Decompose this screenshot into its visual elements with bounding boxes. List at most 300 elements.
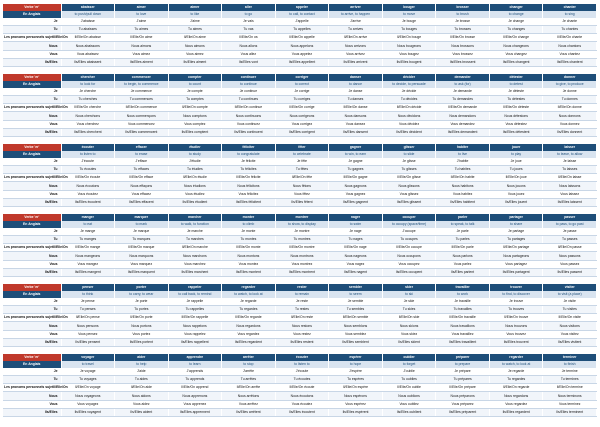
conjugated-form: Vous apprenez [168,400,222,408]
verb-infinitive: corriger [275,74,329,81]
pronoun-text: Nous [49,113,58,118]
conjugated-form: Je bouge [382,18,436,26]
conjugated-form: Il/Elle/On voyage [61,384,115,392]
conjugated-form: Nous appelons [275,42,329,50]
pronoun-label [3,244,68,252]
conjugated-form: Vous dansez [329,120,383,128]
pronoun-row [3,198,597,206]
verb-infinitive: jouer [489,144,543,151]
side-label: Les pronoms personnels sujet [4,385,54,390]
conjugated-form: Tu demandes [436,96,490,104]
english-translation: to swim [329,221,383,228]
verb-infinitive: trouver [489,284,543,291]
conjugated-form: Je demande [436,88,490,96]
verb-infinitive: décider [382,74,436,81]
pronoun-text: Vous [49,121,58,126]
english-translation: to think [61,291,115,298]
conjugated-form: Tu félicites [222,166,276,174]
conjugated-form: J'abaisse [61,18,115,26]
conjugated-form: Vous restez [275,330,329,338]
conjugated-form: Nous commençons [115,112,169,120]
conjugated-form: Nous aidons [115,392,169,400]
conjugated-form: Il/Elle/On efface [115,174,169,182]
pronoun-text: Je [53,159,58,164]
conjugated-form: Nous changeons [489,42,543,50]
conjugated-form: Tu corriges [275,96,329,104]
pronoun-label [3,174,68,182]
conjugated-form: Ils/Elles espèrent [329,408,383,416]
conjugated-form: Tu donnes [543,96,597,104]
conjugated-form: Vous laissez [543,190,597,198]
conjugated-form: Vous habitez [436,190,490,198]
conjugated-form: Il/Elle/On skie [382,314,436,322]
conjugated-form: Je regarde [489,368,543,376]
conjugated-form: J'efface [115,158,169,166]
conjugated-form: Nous rappelons [168,322,222,330]
conjugated-form: Ils/Elles gagnent [329,198,383,206]
conjugated-form: Je rappelle [168,298,222,306]
conjugated-form: Nous cherchons [61,112,115,120]
conjugated-form: Il/Elle/On passe [543,244,597,252]
conjugated-form: Nous arrivons [329,42,383,50]
conjugated-form: Je décide [382,88,436,96]
verb-infinitive: arrêter [222,354,276,361]
conjugated-form: Tu occupes [382,236,436,244]
conjugated-form: Tu effaces [115,166,169,174]
verb-infinitive: aimer [168,4,222,11]
conjugated-form: Ils/Elles continuent [222,128,276,136]
english-translation: to walk, to function [168,221,222,228]
conjugated-form: Tu parles [436,236,490,244]
conjugated-form: Tu détestes [489,96,543,104]
conjugated-form: Tu habites [436,166,490,174]
english-translation: to listen to [275,361,329,368]
conjugated-form: Ils/Elles occupent [382,268,436,276]
conjugated-form: Il/Elle/On va [222,34,276,42]
english-translation: to learn [168,361,222,368]
pronoun-row [3,252,597,260]
conjugated-form: Je gagne [329,158,383,166]
conjugated-form: Il/Elle/On cherche [61,104,115,112]
english-translation: to climb [222,221,276,228]
conjugated-form: Vous parlez [436,260,490,268]
conjugated-form: Tu abaisses [61,26,115,34]
verb-block-2 [3,74,597,137]
pronoun-text: Il/Elle/On [53,385,68,390]
conjugated-form: Ils/Elles marchent [168,268,222,276]
conjugated-form: Tu sembles [329,306,383,314]
english-translation: to correct [275,81,329,88]
pronoun-text: Tu [53,377,58,382]
pronoun-text: Tu [53,167,58,172]
conjugated-form: Nous passons [543,252,597,260]
conjugated-form: Vous demandez [436,120,490,128]
conjugated-form: Ils/Elles apprennent [168,408,222,416]
pronoun-row [3,400,597,408]
conjugated-form: Vous marquez [115,260,169,268]
verb-infinitive: manger [61,214,115,221]
verb-group-label: Verbe 'er' [3,74,61,81]
pronoun-label [3,50,61,58]
conjugated-form: Je fête [275,158,329,166]
conjugated-form: Vous étudiez [168,190,222,198]
verb-infinitive: bouger [382,4,436,11]
conjugated-form: Ils/Elles chantent [543,58,597,66]
verb-infinitive: préparer [436,354,490,361]
verb-infinitive: écouter [61,144,115,151]
conjugated-form: Tu penses [61,306,115,314]
conjugated-form: Nous montrons [275,252,329,260]
conjugated-form: Nous gagnons [329,182,383,190]
conjugated-form: Tu marques [115,236,169,244]
side-label: Les pronoms personnels sujet [4,175,54,180]
verb-infinitive: rester [275,284,329,291]
verb-header-row [3,354,597,361]
pronoun-label [3,18,61,26]
conjugated-form: Il/Elle/On compte [168,104,222,112]
pronoun-row [3,104,597,112]
pronoun-row [3,268,597,276]
conjugated-form: Tu espères [329,376,383,384]
conjugated-form: Tu regardes [222,306,276,314]
conjugated-form: J'oublie [382,368,436,376]
verb-block-4 [3,214,597,277]
conjugated-form: Il/Elle/On regarde [222,314,276,322]
conjugated-form: Il/Elle/On marche [168,244,222,252]
conjugated-form: J'occupe [382,228,436,236]
conjugated-form: Tu chantes [543,26,597,34]
verb-infinitive: arriver [329,4,383,11]
english-row [3,291,597,298]
pronoun-label [3,166,61,174]
english-translation: to change [489,11,543,18]
conjugated-form: Ils/Elles habitent [436,198,490,206]
conjugated-form: Ils/Elles écoutent [275,408,329,416]
conjugated-form: J'écoute [275,368,329,376]
conjugated-form: Ils/Elles dansent [329,128,383,136]
conjugated-form: Nous habitons [436,182,490,190]
verb-infinitive: féliciter [222,144,276,151]
pronoun-label [3,306,61,314]
pronoun-text: Vous [49,191,58,196]
conjugated-form: Ils/Elles fêtent [275,198,329,206]
pronoun-row [3,58,597,66]
pronoun-text: Vous [49,261,58,266]
conjugated-form: Il/Elle/On nage [329,244,383,252]
conjugated-form: Tu passes [543,236,597,244]
pronoun-row [3,120,597,128]
pronoun-text: Nous [49,393,58,398]
conjugated-form: Vous jouez [489,190,543,198]
conjugated-form: Vous terminez [543,400,597,408]
conjugated-form: Vous comptez [168,120,222,128]
verb-block-3 [3,144,597,207]
conjugated-form: Tu comptes [168,96,222,104]
conjugated-form: Tu changes [489,26,543,34]
conjugated-form: Il/Elle/On donne [543,104,597,112]
conjugated-form: Ils/Elles oublient [382,408,436,416]
english-translation: to brush [436,11,490,18]
conjugated-form: Nous fêtons [275,182,329,190]
conjugated-form: Il/Elle/On gagne [329,174,383,182]
verb-group-label: Verbe 'er' [3,144,61,151]
conjugated-form: Ils/Elles préparent [436,408,490,416]
conjugated-form: Nous arrêtons [222,392,276,400]
conjugated-form: Tu trouves [489,306,543,314]
english-translation: to dance [329,81,383,88]
conjugated-form: Je brosse [436,18,490,26]
conjugated-form: Ils/Elles vont [222,58,276,66]
conjugated-form: Tu rappelles [168,306,222,314]
conjugated-form: J'écoute [61,158,115,166]
conjugated-form: Nous visitons [543,322,597,330]
conjugated-form: Vous bougez [382,50,436,58]
conjugated-form: Vous décidez [382,120,436,128]
pronoun-label [3,298,61,306]
conjugated-form: Il/Elle/On continue [222,104,276,112]
conjugated-form: Tu joues [489,166,543,174]
conjugated-form: Ils/Elles passent [543,268,597,276]
english-translation: to work [436,291,490,298]
conjugated-form: Nous écoutons [61,182,115,190]
pronoun-label [3,236,61,244]
conjugated-form: Ils/Elles portent [115,338,169,346]
conjugated-form: Tu skies [382,306,436,314]
conjugated-form: Tu aimes [168,26,222,34]
verb-infinitive: glisser [382,144,436,151]
conjugated-form: Il/Elle/On chante [543,34,597,42]
verb-infinitive: appeler [275,4,329,11]
pronoun-label [3,88,61,96]
english-translation: to call, to contact [275,11,329,18]
conjugated-form: Il/Elle/On marque [115,244,169,252]
pronoun-label [3,198,61,206]
pronoun-label [3,252,61,260]
conjugated-form: Nous demandons [436,112,490,120]
verb-infinitive: marcher [168,214,222,221]
conjugated-form: Tu travailles [436,306,490,314]
pronoun-label [3,120,61,128]
conjugated-form: Tu termines [543,376,597,384]
pronoun-row [3,228,597,236]
conjugated-form: Nous chantons [543,42,597,50]
conjugated-form: Tu oublies [382,376,436,384]
conjugated-form: Je porte [115,298,169,306]
conjugated-form: J'aime [115,18,169,26]
english-translation: to live [436,151,490,158]
conjugated-form: Vous cherchez [61,120,115,128]
conjugated-form: Il/Elle/On visite [543,314,597,322]
conjugated-form: Il/Elle/On trouve [489,314,543,322]
verb-infinitive: parler [436,214,490,221]
conjugated-form: Nous portons [115,322,169,330]
english-translation: to pass, to go past [543,221,597,228]
verb-infinitive: habiter [436,144,490,151]
conjugated-form: Il/Elle/On brosse [436,34,490,42]
pronoun-row [3,384,597,392]
conjugated-form: Il/Elle/On occupe [382,244,436,252]
conjugated-form: Je travaille [436,298,490,306]
english-translation: to celebrate [275,151,329,158]
conjugated-form: Ils/Elles glissent [382,198,436,206]
pronoun-label [3,330,61,338]
pronoun-label [3,96,61,104]
conjugated-form: Il/Elle/On mange [61,244,115,252]
pronoun-row [3,338,597,346]
pronoun-text: Tu [53,97,58,102]
verb-infinitive: regarder [489,354,543,361]
conjugated-form: Nous espérons [329,392,383,400]
english-translation: to congratulate [222,151,276,158]
english-translation: to go [222,11,276,18]
english-translation: to move [382,11,436,18]
conjugated-form: Nous abaissons [61,42,115,50]
english-translation: to visit (a place) [543,291,597,298]
conjugated-form: Vous aimez [115,50,169,58]
conjugated-form: Il/Elle/On déteste [489,104,543,112]
english-translation: to decide, to persuade [382,81,436,88]
conjugated-form: Il/Elle/On joue [489,174,543,182]
conjugated-form: Vous rappelez [168,330,222,338]
conjugated-form: Je montre [275,228,329,236]
verb-infinitive: penser [61,284,115,291]
verb-infinitive: demander [436,74,490,81]
conjugated-form: Vous préparez [436,400,490,408]
conjugated-form: Nous trouvons [489,322,543,330]
english-translation: to count [168,81,222,88]
verb-block-1 [3,4,597,67]
verb-header-row [3,74,597,81]
conjugated-form: Il/Elle/On pense [61,314,115,322]
conjugated-form: Nous apprenons [168,392,222,400]
conjugated-form: Il/Elle/On porte [115,314,169,322]
conjugated-form: Ils/Elles écoutent [61,198,115,206]
conjugated-form: Nous brossons [436,42,490,50]
english-label: En Anglais [3,221,61,228]
verb-group-label: Verbe 'er' [3,284,61,291]
conjugated-form: Je nage [329,228,383,236]
conjugated-form: Vous semblez [329,330,383,338]
pronoun-text: Tu [53,237,58,242]
conjugated-form: Je continue [222,88,276,96]
english-row [3,361,597,368]
conjugated-form: Il/Elle/On regarde [489,384,543,392]
conjugated-form: Il/Elle/On écoute [61,174,115,182]
conjugated-form: Ils/Elles jouent [489,198,543,206]
conjugated-form: Tu écoutes [275,376,329,384]
verb-infinitive: écouter [275,354,329,361]
conjugated-form: Ils/Elles montent [222,268,276,276]
conjugated-form: Nous continuons [222,112,276,120]
verb-infinitive: abaisser [61,4,115,11]
conjugated-form: Je laisse [543,158,597,166]
conjugated-form: Vous détestez [489,120,543,128]
english-translation: to slide [382,151,436,158]
conjugated-form: Je donne [543,88,597,96]
conjugated-form: J'étudie [168,158,222,166]
english-translation: to call back, to remind [168,291,222,298]
conjugated-form: Ils/Elles arrivent [329,58,383,66]
verb-infinitive: compter [168,74,222,81]
conjugated-form: Vous chantez [543,50,597,58]
verb-group-label: Verbe 'er' [3,214,61,221]
conjugated-form: Vous portez [115,330,169,338]
conjugated-form: Vous travaillez [436,330,490,338]
conjugated-form: J'aime [168,18,222,26]
verb-infinitive: changer [489,4,543,11]
conjugated-form: Tu nages [329,236,383,244]
conjugated-form: Tu montres [275,236,329,244]
english-translation: to watch, to look at [489,361,543,368]
pronoun-label [3,368,61,376]
conjugated-form: Ils/Elles laissent [543,198,597,206]
english-translation: to mark [115,221,169,228]
conjugated-form: Je joue [489,158,543,166]
pronoun-label [3,408,61,416]
conjugated-form: Ils/Elles regardent [222,338,276,346]
verb-infinitive: détester [489,74,543,81]
conjugated-form: Ils/Elles demandent [436,128,490,136]
verb-infinitive: danser [329,74,383,81]
english-translation: to ski [382,291,436,298]
conjugated-form: Tu restes [275,306,329,314]
conjugated-form: Je déteste [489,88,543,96]
conjugated-form: Tu étudies [168,166,222,174]
conjugated-form: Nous montons [222,252,276,260]
pronoun-text: Nous [49,183,58,188]
conjugated-form: J'appelle [275,18,329,26]
conjugated-form: Tu apprends [168,376,222,384]
conjugated-form: Vous arrêtez [222,400,276,408]
conjugated-form: Ils/Elles aiment [115,58,169,66]
pronoun-row [3,376,597,384]
conjugated-form: Tu brosses [436,26,490,34]
conjugated-form: Nous parlons [436,252,490,260]
conjugated-form: Ils/Elles bougent [382,58,436,66]
pronoun-text: Je [53,299,58,304]
conjugated-form: Il/Elle/On corrige [275,104,329,112]
conjugated-form: Vous glissez [382,190,436,198]
verb-infinitive: nager [329,214,383,221]
conjugated-form: Vous félicitez [222,190,276,198]
pronoun-text: Vous [49,401,58,406]
conjugated-form: Nous marquons [115,252,169,260]
conjugated-form: Je semble [329,298,383,306]
conjugated-form: Il/Elle/On commence [115,104,169,112]
english-translation: to eat [61,221,115,228]
side-label: Les pronoms personnels sujet [4,105,54,110]
conjugated-form: Vous arrivez [329,50,383,58]
english-translation: to forget [382,361,436,368]
conjugated-form: Nous décidons [382,112,436,120]
pronoun-row [3,158,597,166]
conjugated-form: Tu aimes [115,26,169,34]
conjugated-form: Il/Elle/On écoute [275,384,329,392]
pronoun-label [3,384,68,392]
conjugated-form: Il/Elle/On partage [489,244,543,252]
conjugated-form: Je parle [436,228,490,236]
english-translation: to watch, to look at [222,291,276,298]
pronoun-row [3,306,597,314]
english-translation: to love [115,11,169,18]
conjugated-form: Tu portes [115,306,169,314]
pronoun-row [3,314,597,322]
conjugated-form: Nous travaillons [436,322,490,330]
conjugated-form: Il/Elle/On félicite [222,174,276,182]
pronoun-text: Ils/Elles [44,339,58,344]
conjugated-form: Vous continuez [222,120,276,128]
conjugated-form: Il/Elle/On travaille [436,314,490,322]
